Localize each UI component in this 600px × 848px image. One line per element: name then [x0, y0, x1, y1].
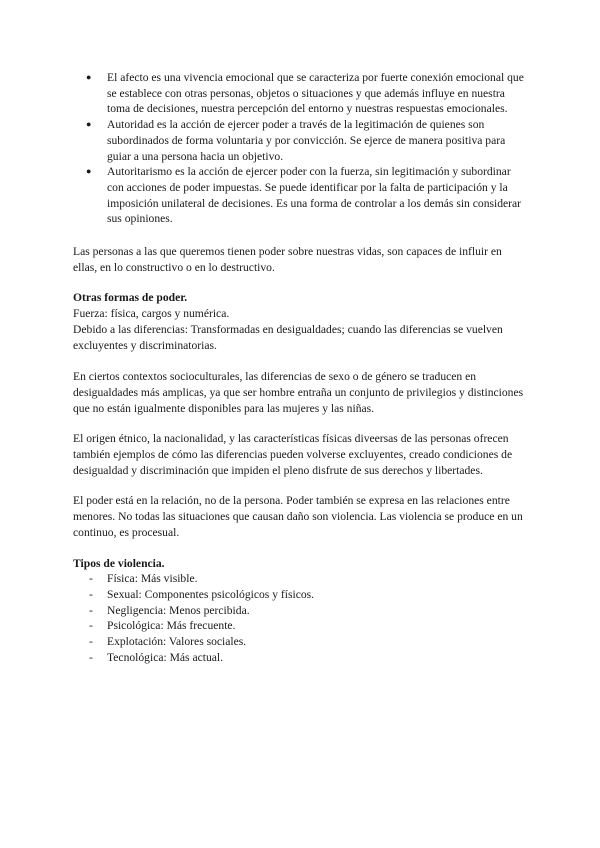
list-item-autoridad	[73, 117, 528, 164]
dash-icon: -	[89, 619, 93, 633]
list-item-text: Tecnológica: Más actual.	[107, 650, 224, 664]
list-item	[73, 571, 528, 587]
list-item-text: El afecto es una vivencia emocional que se caracteriza por fuerte conexión emocional que se establece con otras personas, objetos o situaciones y que además influye en nuestra toma de decisiones, nuestra percepción del entorno y nuestras respuestas emocionales.	[107, 71, 524, 116]
document-page	[73, 70, 528, 666]
dash-icon: -	[89, 572, 93, 586]
definitions-list	[73, 70, 528, 227]
section-heading: Tipos de violencia.	[73, 556, 165, 570]
list-item	[73, 587, 528, 603]
diferencias-line: Debido a las diferencias: Transformadas en desigualdades; cuando las diferencias se vuelven excluyentes y discriminatorias.	[73, 322, 503, 352]
list-item-text: Psicológica: Más frecuente.	[107, 619, 236, 633]
list-item-text: Física: Más visible.	[107, 572, 198, 586]
list-item-text: Autoritarismo es la acción de ejercer poder con la fuerza, sin legitimación y subordinar con acciones de poder impuestas. Se puede identificar por la falta de participación y la imposición unilateral de decisiones. Es una forma de controlar a los demás sin considerar sus opiniones.	[107, 165, 522, 226]
paragraph-relacion: El poder está en la relación, no de la persona. Poder también se expresa en las relaciones entre menores. No todas las situaciones que causan daño son violencia. Las violencia se produce en un continuo, es procesual.	[73, 494, 523, 539]
dash-icon: -	[89, 587, 93, 601]
list-item-afecto	[73, 70, 528, 117]
paragraph-contextos: En ciertos contextos socioculturales, las diferencias de sexo o de género se traducen en desigualdades más amplicas, ya que ser hombre entraña un conjunto de privilegios y distinciones que no están igualmente disponibles para las mujeres y las niñas.	[73, 370, 524, 415]
dash-icon: -	[89, 603, 93, 617]
bullet-dot-icon: ●	[86, 119, 92, 130]
list-item	[73, 603, 528, 619]
list-item-autoritarismo	[73, 164, 528, 227]
list-item	[73, 618, 528, 634]
dash-icon: -	[89, 650, 93, 664]
list-item-text: Explotación: Valores sociales.	[107, 635, 247, 649]
paragraph-origen: El origen étnico, la nacionalidad, y las características físicas diveersas de las personas ofrecen también ejemplos de cómo las diferencias pueden volverse excluyentes, creado condiciones de desigualdad y discriminación que impiden el pleno disfrute de sus derechos y libertades.	[73, 432, 513, 477]
section-tipos-violencia	[73, 556, 528, 666]
bullet-dot-icon: ●	[86, 72, 92, 82]
fuerza-line: Fuerza: física, cargos y numérica.	[73, 307, 230, 321]
list-item-text: Autoridad es la acción de ejercer poder a través de la legitimación de quienes son subordinados de forma voluntaria y por convicción. Se ejerce de manera positiva para guiar a una persona hacia un objetivo.	[107, 118, 506, 163]
list-item	[73, 634, 528, 650]
violence-types-list	[73, 571, 528, 665]
bullet-dot-icon: ●	[86, 166, 92, 177]
list-item-text: Negligencia: Menos percibida.	[107, 603, 250, 617]
section-otras-formas	[73, 290, 528, 353]
paragraph-personas: Las personas a las que queremos tienen poder sobre nuestras vidas, son capaces de influir en ellas, en lo constructivo o en lo destructivo.	[73, 245, 502, 274]
list-item	[73, 650, 528, 666]
dash-icon: -	[89, 635, 93, 649]
list-item-text: Sexual: Componentes psicológicos y físicos.	[107, 587, 315, 601]
section-heading: Otras formas de poder.	[73, 291, 188, 305]
